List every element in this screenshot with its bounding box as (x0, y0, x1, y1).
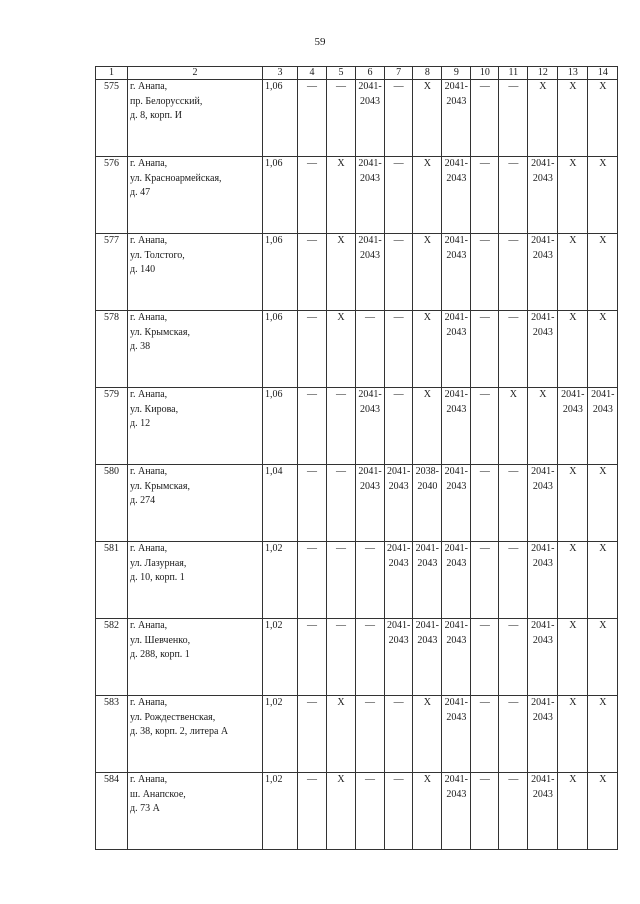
value-cell: Х (558, 773, 588, 850)
table-row (96, 80, 618, 157)
address-cell (128, 619, 263, 696)
value-cell: Х (558, 465, 588, 542)
address-line: ул. Красноармейская, (130, 172, 222, 184)
registry-table (95, 66, 618, 850)
value-cell: — (471, 542, 499, 619)
column-number-10: 10 (471, 67, 499, 80)
table-row (96, 157, 618, 234)
value-cell: — (499, 465, 528, 542)
address-line: д. 47 (130, 187, 151, 198)
column-number-8: 8 (413, 67, 442, 80)
value-cell: — (327, 619, 356, 696)
value-cell: Х (499, 388, 528, 465)
address-line: ул. Кирова, (130, 403, 179, 415)
value-cell: Х (413, 311, 442, 388)
address-cell (128, 696, 263, 773)
value-cell: — (356, 311, 385, 388)
table-row (96, 311, 618, 388)
column-number-5: 5 (327, 67, 356, 80)
address-line: ул. Лазурная, (130, 557, 187, 569)
value-cell: — (499, 542, 528, 619)
address-line: д. 8, корп. И (130, 110, 183, 121)
value-cell: — (471, 465, 499, 542)
column-number-14: 14 (588, 67, 618, 80)
value-cell: — (298, 80, 327, 157)
value-cell: Х (413, 388, 442, 465)
value-cell: Х (558, 696, 588, 773)
value-cell: — (385, 773, 413, 850)
table-row (96, 465, 618, 542)
coefficient-cell: 1,04 (263, 465, 298, 542)
value-cell: Х (588, 157, 618, 234)
value-cell: 2041- 2043 (528, 234, 558, 311)
table-body (96, 80, 618, 850)
address-line: д. 10, корп. 1 (130, 572, 185, 583)
value-cell: — (298, 619, 327, 696)
value-cell: 2041- 2043 (528, 465, 558, 542)
address-line: г. Анапа, (130, 543, 168, 554)
address-cell (128, 80, 263, 157)
address-cell (128, 773, 263, 850)
coefficient-cell: 1,06 (263, 157, 298, 234)
address-line: ул. Рождественская, (130, 711, 216, 723)
value-cell: 2041- 2043 (442, 696, 471, 773)
coefficient-cell: 1,02 (263, 696, 298, 773)
value-cell: 2041- 2043 (413, 542, 442, 619)
value-cell: — (385, 80, 413, 157)
coefficient-cell: 1,02 (263, 542, 298, 619)
column-number-6: 6 (356, 67, 385, 80)
address-cell (128, 465, 263, 542)
address-line: д. 38, корп. 2, литера А (130, 726, 229, 737)
address-cell (128, 311, 263, 388)
value-cell: — (471, 311, 499, 388)
value-cell: Х (413, 773, 442, 850)
address-line: д. 38 (130, 341, 151, 352)
value-cell: 2041- 2043 (528, 696, 558, 773)
column-number-11: 11 (499, 67, 528, 80)
row-number: 576 (96, 157, 128, 234)
table-row (96, 388, 618, 465)
table-row (96, 542, 618, 619)
row-number: 578 (96, 311, 128, 388)
column-number-3: 3 (263, 67, 298, 80)
address-cell (128, 157, 263, 234)
value-cell: — (471, 234, 499, 311)
row-number: 582 (96, 619, 128, 696)
value-cell: — (356, 542, 385, 619)
value-cell: — (499, 80, 528, 157)
coefficient-cell: 1,06 (263, 80, 298, 157)
value-cell: — (471, 80, 499, 157)
value-cell: — (327, 388, 356, 465)
value-cell: Х (588, 619, 618, 696)
value-cell: 2041- 2043 (413, 619, 442, 696)
column-number-12: 12 (528, 67, 558, 80)
address-line: д. 288, корп. 1 (130, 649, 190, 660)
value-cell: Х (327, 696, 356, 773)
address-line: ш. Анапское, (130, 788, 186, 800)
value-cell: — (356, 619, 385, 696)
value-cell: 2041- 2043 (588, 388, 618, 465)
value-cell: 2041- 2043 (528, 311, 558, 388)
address-line: ул. Шевченко, (130, 634, 191, 646)
value-cell: — (356, 696, 385, 773)
value-cell: Х (558, 619, 588, 696)
coefficient-cell: 1,06 (263, 388, 298, 465)
value-cell: — (298, 773, 327, 850)
value-cell: 2041- 2043 (528, 542, 558, 619)
value-cell: 2041- 2043 (558, 388, 588, 465)
address-line: г. Анапа, (130, 389, 168, 400)
value-cell: 2041- 2043 (356, 80, 385, 157)
address-line: ул. Крымская, (130, 326, 190, 338)
value-cell: 2041- 2043 (356, 465, 385, 542)
value-cell: — (298, 157, 327, 234)
value-cell: 2041- 2043 (356, 234, 385, 311)
coefficient-cell: 1,06 (263, 311, 298, 388)
value-cell: — (499, 773, 528, 850)
value-cell: — (327, 80, 356, 157)
value-cell: — (471, 696, 499, 773)
table-row (96, 696, 618, 773)
value-cell: Х (528, 80, 558, 157)
address-cell (128, 234, 263, 311)
address-line: д. 274 (130, 495, 156, 506)
value-cell: Х (588, 696, 618, 773)
address-line: г. Анапа, (130, 312, 168, 323)
value-cell: 2041- 2043 (385, 619, 413, 696)
value-cell: — (471, 388, 499, 465)
value-cell: — (327, 465, 356, 542)
value-cell: 2041- 2043 (442, 773, 471, 850)
value-cell: — (356, 773, 385, 850)
value-cell: 2041- 2043 (442, 542, 471, 619)
column-number-9: 9 (442, 67, 471, 80)
address-line: г. Анапа, (130, 697, 168, 708)
address-line: г. Анапа, (130, 620, 168, 631)
address-line: г. Анапа, (130, 466, 168, 477)
coefficient-cell: 1,02 (263, 773, 298, 850)
value-cell: 2041- 2043 (528, 619, 558, 696)
address-cell (128, 388, 263, 465)
row-number: 581 (96, 542, 128, 619)
value-cell: Х (588, 773, 618, 850)
value-cell: — (298, 234, 327, 311)
value-cell: Х (558, 542, 588, 619)
value-cell: 2038- 2040 (413, 465, 442, 542)
address-cell (128, 542, 263, 619)
value-cell: 2041- 2043 (356, 388, 385, 465)
column-number-2: 2 (128, 67, 263, 80)
address-line: д. 12 (130, 418, 151, 429)
value-cell: Х (558, 157, 588, 234)
value-cell: 2041- 2043 (356, 157, 385, 234)
value-cell: Х (558, 80, 588, 157)
row-number: 584 (96, 773, 128, 850)
column-number-row (96, 67, 618, 80)
value-cell: Х (327, 311, 356, 388)
value-cell: 2041- 2043 (442, 311, 471, 388)
address-line: пр. Белорусский, (130, 95, 203, 107)
address-line: ул. Крымская, (130, 480, 190, 492)
value-cell: Х (588, 465, 618, 542)
value-cell: — (298, 696, 327, 773)
column-number-4: 4 (298, 67, 327, 80)
value-cell: 2041- 2043 (528, 157, 558, 234)
value-cell: — (385, 311, 413, 388)
value-cell: Х (413, 157, 442, 234)
value-cell: Х (413, 80, 442, 157)
value-cell: 2041- 2043 (528, 773, 558, 850)
row-number: 575 (96, 80, 128, 157)
value-cell: 2041- 2043 (442, 388, 471, 465)
row-number: 583 (96, 696, 128, 773)
value-cell: — (499, 619, 528, 696)
value-cell: — (385, 234, 413, 311)
value-cell: — (385, 696, 413, 773)
value-cell: Х (588, 234, 618, 311)
value-cell: Х (327, 157, 356, 234)
value-cell: 2041- 2043 (385, 542, 413, 619)
row-number: 580 (96, 465, 128, 542)
address-line: г. Анапа, (130, 235, 168, 246)
column-number-1: 1 (96, 67, 128, 80)
column-number-13: 13 (558, 67, 588, 80)
address-line: г. Анапа, (130, 158, 168, 169)
table-row (96, 773, 618, 850)
address-line: д. 73 А (130, 803, 160, 814)
coefficient-cell: 1,02 (263, 619, 298, 696)
value-cell: Х (588, 542, 618, 619)
value-cell: — (471, 619, 499, 696)
value-cell: — (298, 388, 327, 465)
value-cell: — (298, 311, 327, 388)
value-cell: Х (327, 234, 356, 311)
value-cell: 2041- 2043 (442, 157, 471, 234)
table-row (96, 619, 618, 696)
address-line: г. Анапа, (130, 81, 168, 92)
value-cell: — (385, 388, 413, 465)
value-cell: 2041- 2043 (385, 465, 413, 542)
value-cell: 2041- 2043 (442, 465, 471, 542)
value-cell: — (298, 542, 327, 619)
address-line: ул. Толстого, (130, 249, 185, 261)
value-cell: Х (413, 696, 442, 773)
coefficient-cell: 1,06 (263, 234, 298, 311)
column-number-7: 7 (385, 67, 413, 80)
value-cell: 2041- 2043 (442, 234, 471, 311)
value-cell: Х (528, 388, 558, 465)
value-cell: — (471, 157, 499, 234)
table-row (96, 234, 618, 311)
value-cell: Х (558, 311, 588, 388)
value-cell: Х (588, 311, 618, 388)
value-cell: Х (558, 234, 588, 311)
address-line: д. 140 (130, 264, 156, 275)
value-cell: — (327, 542, 356, 619)
value-cell: — (499, 696, 528, 773)
value-cell: — (499, 157, 528, 234)
value-cell: — (499, 234, 528, 311)
value-cell: 2041- 2043 (442, 619, 471, 696)
value-cell: Х (588, 80, 618, 157)
value-cell: Х (413, 234, 442, 311)
address-line: г. Анапа, (130, 774, 168, 785)
value-cell: 2041- 2043 (442, 80, 471, 157)
row-number: 577 (96, 234, 128, 311)
value-cell: — (298, 465, 327, 542)
value-cell: — (499, 311, 528, 388)
page-number: 59 (314, 36, 326, 48)
value-cell: — (471, 773, 499, 850)
value-cell: Х (327, 773, 356, 850)
value-cell: — (385, 157, 413, 234)
row-number: 579 (96, 388, 128, 465)
